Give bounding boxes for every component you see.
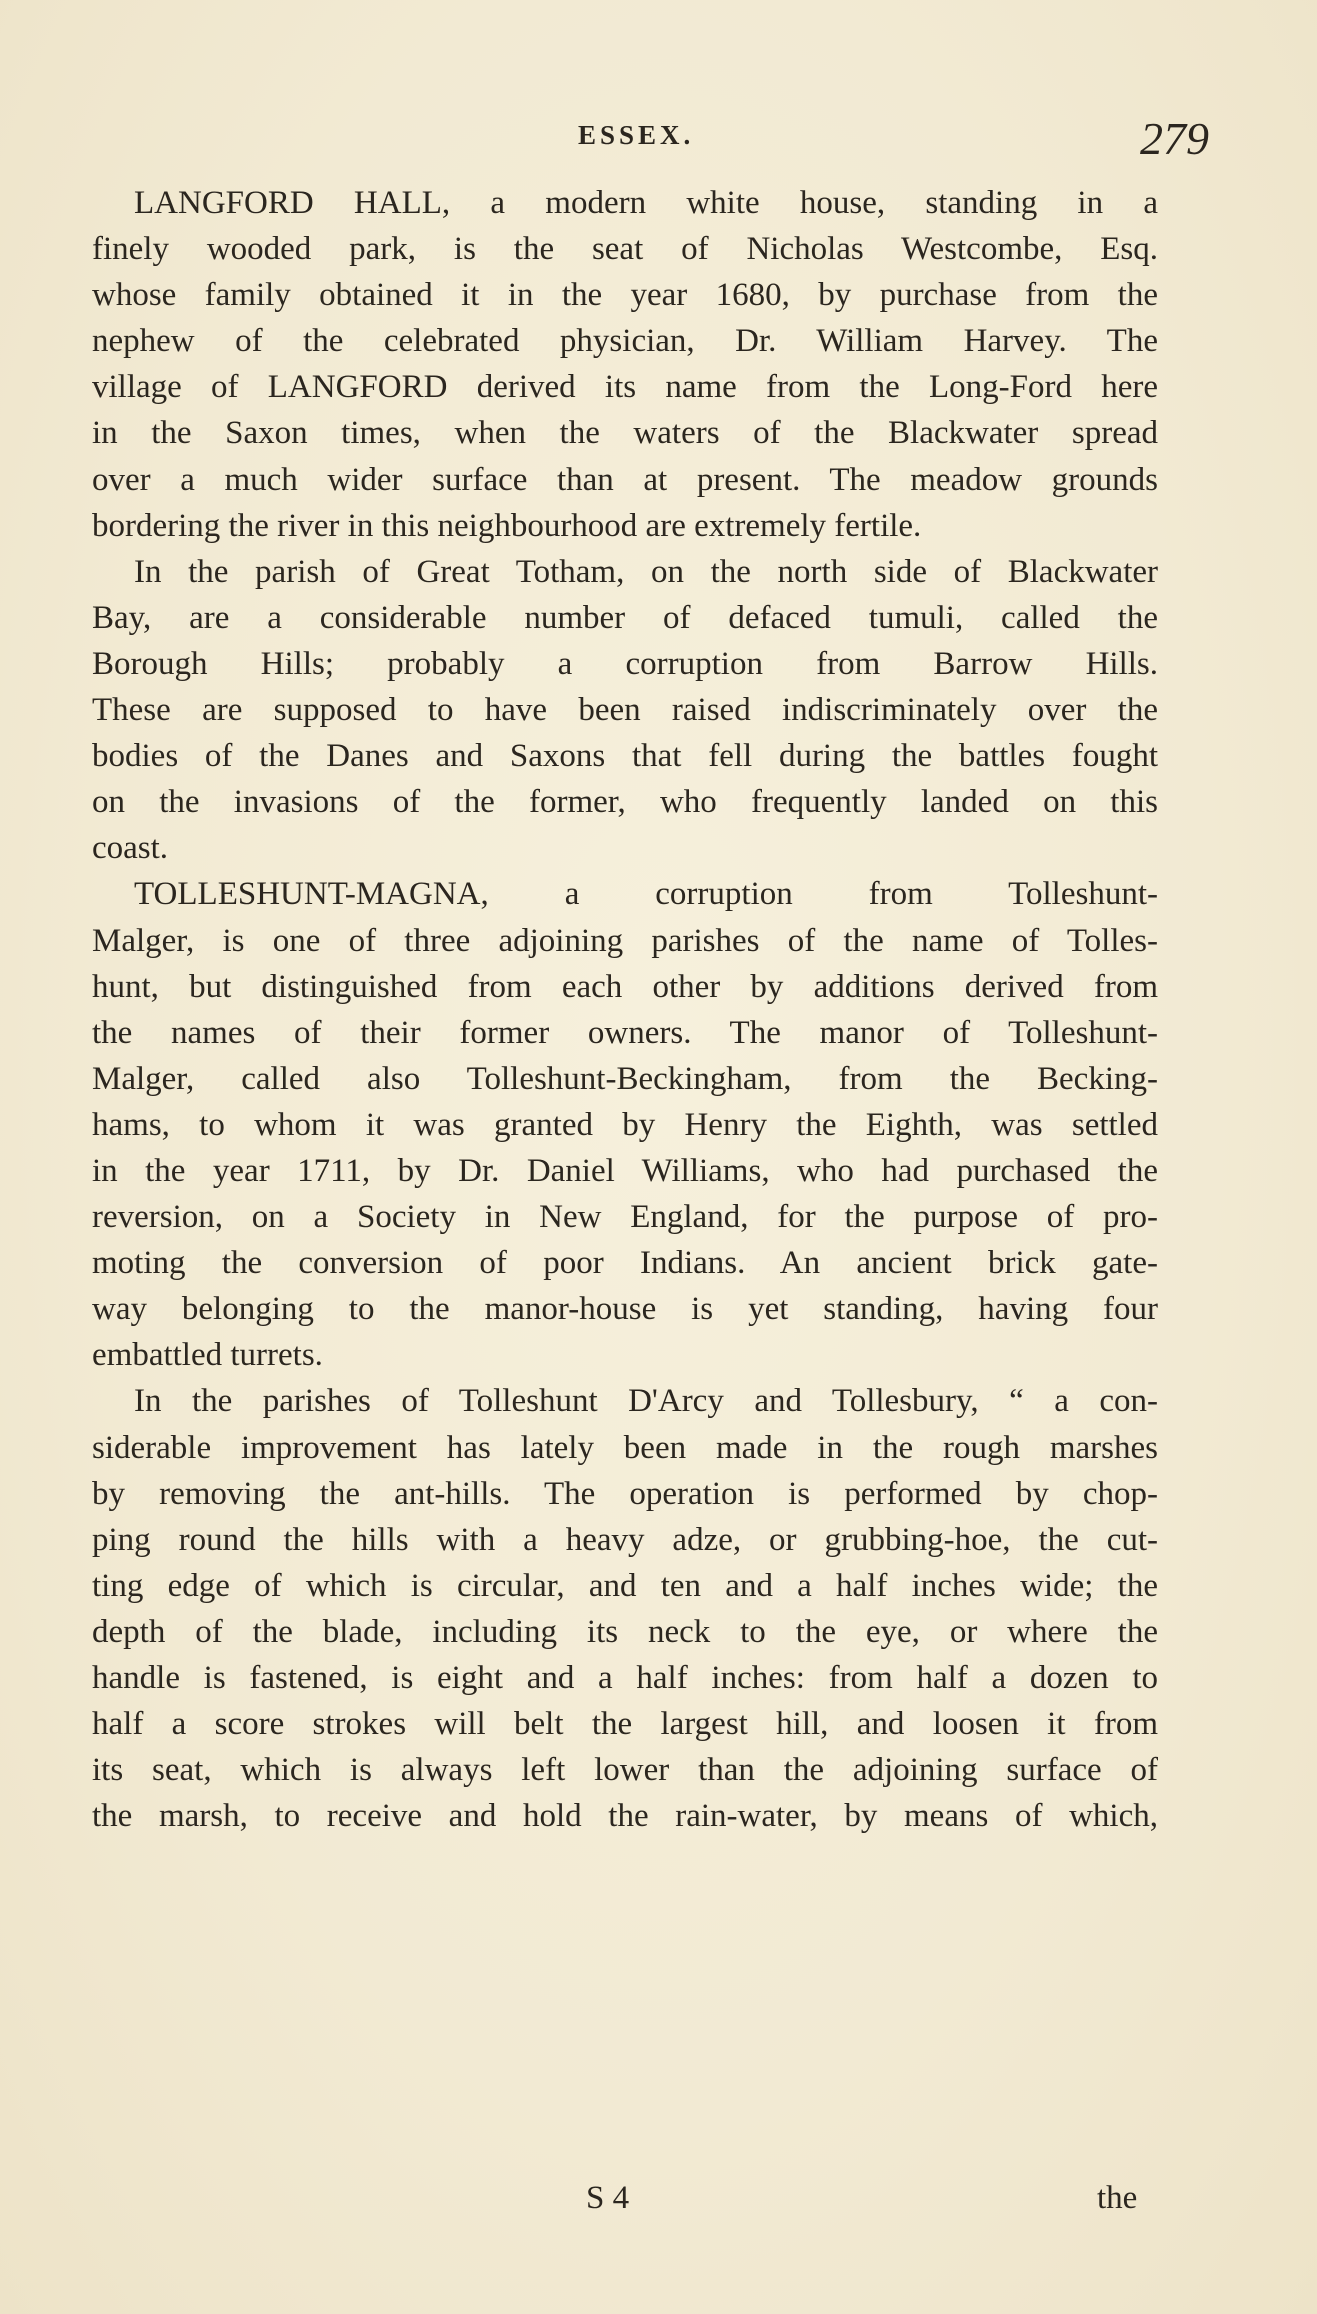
text-line: village of LANGFORD derived its name from the Long-Ford here	[92, 369, 1158, 406]
text-line: Borough Hills; probably a corruption from Barrow Hills.	[92, 645, 1158, 682]
text-line: on the invasions of the former, who frequently landed on this	[92, 784, 1158, 821]
text-line: in the Saxon times, when the waters of the Blackwater spread	[92, 415, 1158, 452]
text-line: depth of the blade, including its neck to the eye, or where the	[92, 1613, 1158, 1650]
running-head: ESSEX.	[578, 120, 695, 150]
text-line: half a score strokes will belt the largest hill, and loosen it from	[92, 1706, 1158, 1743]
text-line: its seat, which is always left lower than the adjoining surface of	[92, 1752, 1158, 1789]
page-header	[0, 112, 1317, 162]
text-line: embattled turrets.	[92, 1337, 323, 1374]
text-line: Malger, is one of three adjoining parishes of the name of Tolles-	[92, 922, 1158, 959]
text-line: handle is fastened, is eight and a half inches: from half a dozen to	[92, 1660, 1158, 1696]
text-line: LANGFORD HALL, a modern white house, standing in a	[134, 185, 1158, 221]
text-line: hunt, but distinguished from each other by additions derived from	[92, 968, 1158, 1005]
text-line: the marsh, to receive and hold the rain-water, by means of which,	[92, 1798, 1158, 1835]
text-line: way belonging to the manor-house is yet standing, having four	[92, 1291, 1158, 1328]
text-line: In the parishes of Tolleshunt D'Arcy and Tollesbury, “ a con-	[134, 1383, 1158, 1420]
text-line: ting edge of which is circular, and ten and a half inches wide; the	[92, 1567, 1158, 1604]
text-line: whose family obtained it in the year 1680, by purchase from the	[92, 277, 1158, 314]
text-line: coast.	[92, 830, 169, 867]
text-line: moting the conversion of poor Indians. An ancient brick gate-	[92, 1245, 1158, 1282]
text-line: In the parish of Great Totham, on the north side of Blackwater	[134, 553, 1158, 590]
text-line: siderable improvement has lately been made in the rough marshes	[92, 1429, 1158, 1466]
text-line: reversion, on a Society in New England, for the purpose of pro-	[92, 1199, 1158, 1236]
text-line: These are supposed to have been raised indiscriminately over the	[92, 692, 1158, 729]
text-line: the names of their former owners. The manor of Tolleshunt-	[92, 1014, 1158, 1051]
text-line: over a much wider surface than at present. The meadow grounds	[92, 461, 1158, 498]
text-line: bordering the river in this neighbourhood are extremely fertile.	[92, 507, 922, 544]
text-line: ping round the hills with a heavy adze, or grubbing-hoe, the cut-	[92, 1521, 1158, 1558]
page-footer	[0, 2180, 1317, 2230]
text-line: TOLLESHUNT-MAGNA, a corruption from Tolleshunt-	[134, 876, 1158, 913]
text-line: in the year 1711, by Dr. Daniel Williams, who had purchased the	[92, 1152, 1158, 1189]
text-line: Bay, are a considerable number of defaced tumuli, called the	[92, 599, 1158, 636]
text-line: hams, to whom it was granted by Henry the Eighth, was settled	[92, 1106, 1158, 1143]
body-text	[92, 180, 1158, 1839]
page-number: 279	[1140, 113, 1209, 164]
text-line: bodies of the Danes and Saxons that fell during the battles fought	[92, 738, 1158, 775]
catchword: the	[1097, 2180, 1138, 2216]
text-line: finely wooded park, is the seat of Nicholas Westcombe, Esq.	[92, 231, 1158, 268]
text-line: nephew of the celebrated physician, Dr. William Harvey. The	[92, 323, 1158, 360]
text-line: by removing the ant-hills. The operation is performed by chop-	[92, 1475, 1158, 1512]
text-line: Malger, called also Tolleshunt-Beckingham, from the Becking-	[92, 1060, 1158, 1097]
signature-mark: S 4	[586, 2180, 630, 2216]
